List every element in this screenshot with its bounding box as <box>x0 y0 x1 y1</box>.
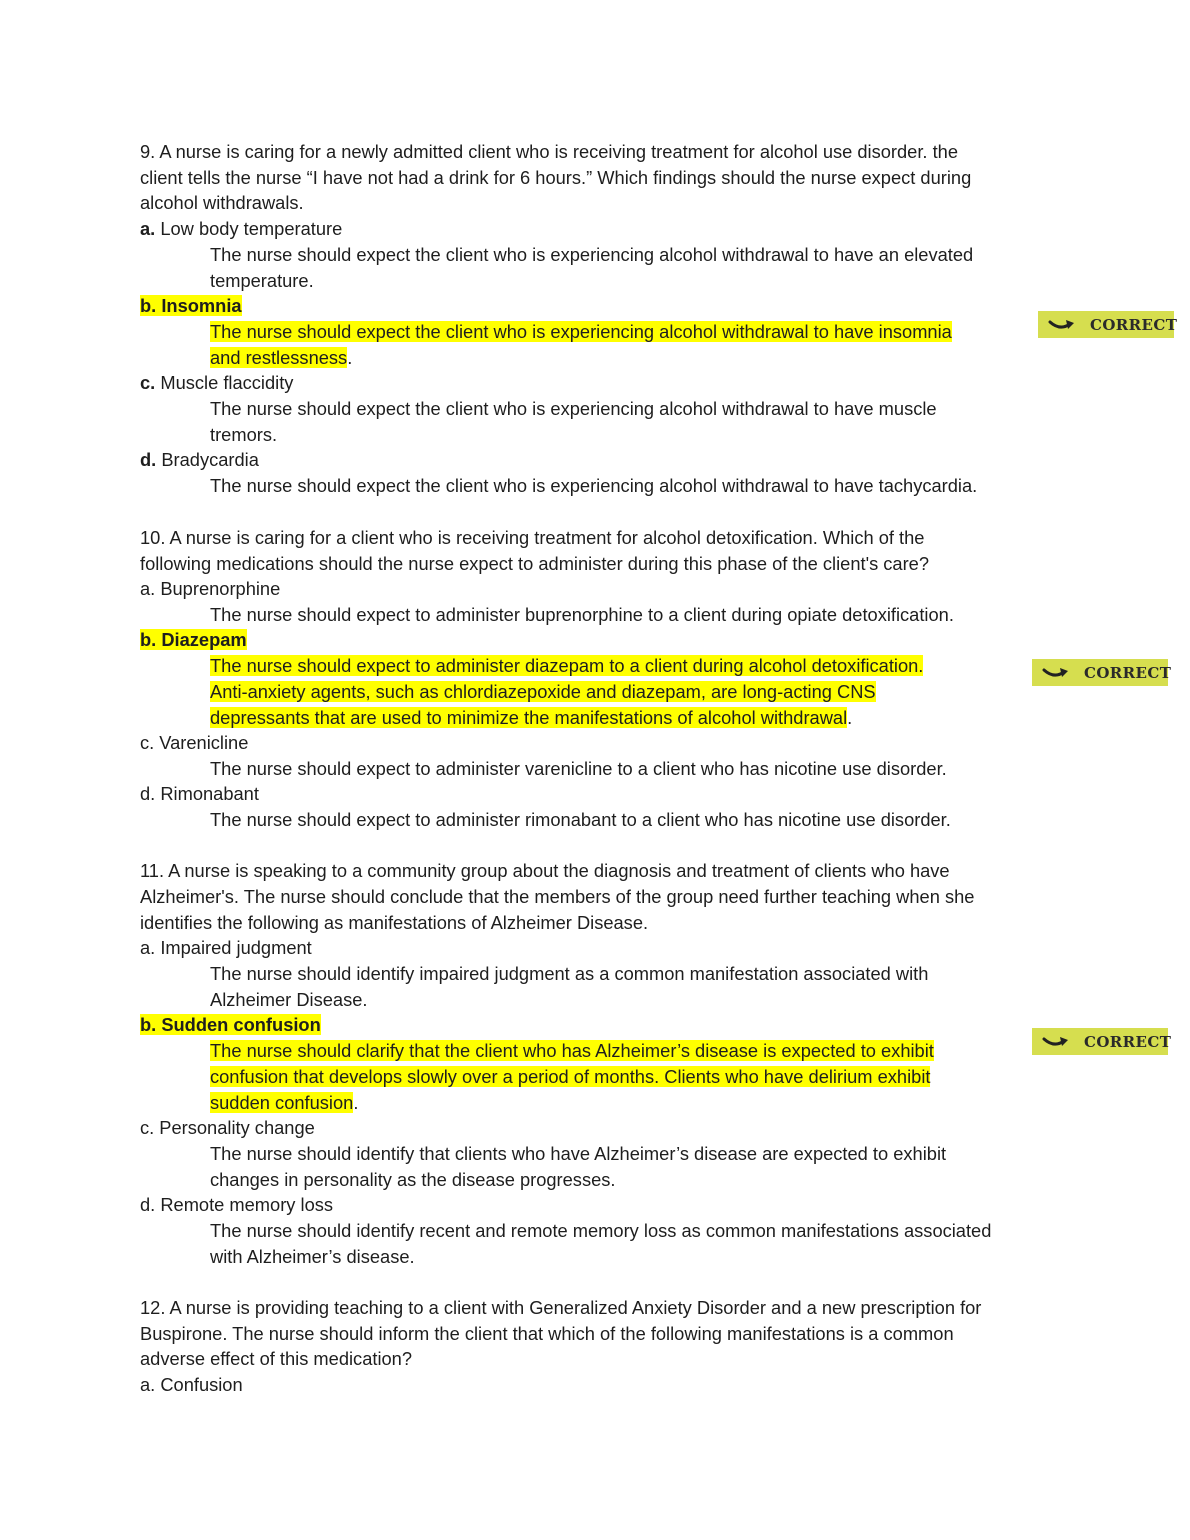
rationale: The nurse should identify that clients who have Alzheimer’s disease are expected to exhibit <box>210 1143 947 1164</box>
rationale: The nurse should expect the client who is experiencing alcohol withdrawal to have muscle <box>210 398 937 419</box>
option-d: d. Rimonabant <box>140 783 259 804</box>
question-stem: alcohol withdrawals. <box>140 192 304 213</box>
option-a: a. Confusion <box>140 1374 243 1395</box>
curved-arrow-icon <box>1048 318 1076 332</box>
question-stem: following medications should the nurse expect to administer during this phase of the client's care? <box>140 553 930 574</box>
rationale: The nurse should expect the client who is experiencing alcohol withdrawal to have tachycardia. <box>210 475 978 496</box>
rationale-correct: Anti-anxiety agents, such as chlordiazepoxide and diazepam, are long-acting CNS <box>210 681 876 702</box>
rationale: The nurse should expect the client who is experiencing alcohol withdrawal to have an elevated <box>210 244 974 265</box>
rationale: with Alzheimer’s disease. <box>210 1246 415 1267</box>
question-stem: 10. A nurse is caring for a client who is receiving treatment for alcohol detoxification. Which of the <box>140 527 925 548</box>
rationale: The nurse should expect to administer varenicline to a client who has nicotine use disorder. <box>210 758 947 779</box>
question-stem: Alzheimer's. The nurse should conclude that the members of the group need further teaching when she <box>140 886 975 907</box>
question-stem: Buspirone. The nurse should inform the client that which of the following manifestations is a common <box>140 1323 954 1344</box>
rationale: temperature. <box>210 270 314 291</box>
correct-badge: CORRECT <box>1032 659 1168 686</box>
question-stem: 9. A nurse is caring for a newly admitted client who is receiving treatment for alcohol use disorder. the <box>140 141 958 162</box>
option-c: c. Personality change <box>140 1117 315 1138</box>
correct-badge: CORRECT <box>1032 1028 1168 1055</box>
rationale-correct: The nurse should expect the client who is experiencing alcohol withdrawal to have insomnia <box>210 321 952 342</box>
question-stem: client tells the nurse “I have not had a drink for 6 hours.” Which findings should the nurse expect during <box>140 167 972 188</box>
question-stem: identifies the following as manifestations of Alzheimer Disease. <box>140 912 649 933</box>
rationale: The nurse should expect to administer rimonabant to a client who has nicotine use disorder. <box>210 809 951 830</box>
rationale: tremors. <box>210 424 278 445</box>
option-c: c. Muscle flaccidity <box>140 372 294 393</box>
rationale-correct: and restlessness. <box>210 347 353 368</box>
option-a: a. Low body temperature <box>140 218 343 239</box>
option-d: d. Bradycardia <box>140 449 259 470</box>
rationale-correct: depressants that are used to minimize the manifestations of alcohol withdrawal. <box>210 707 853 728</box>
rationale-correct: The nurse should clarify that the client who has Alzheimer’s disease is expected to exhibit <box>210 1040 934 1061</box>
option-b-correct: b. Insomnia <box>140 295 242 316</box>
question-stem: 11. A nurse is speaking to a community group about the diagnosis and treatment of clients who have <box>140 860 950 881</box>
curved-arrow-icon <box>1042 1035 1070 1049</box>
rationale: Alzheimer Disease. <box>210 989 368 1010</box>
rationale-correct: sudden confusion. <box>210 1092 359 1113</box>
option-d: d. Remote memory loss <box>140 1194 334 1215</box>
correct-badge: CORRECT <box>1038 311 1174 338</box>
option-b-correct: b. Diazepam <box>140 629 247 650</box>
question-stem: 12. A nurse is providing teaching to a client with Generalized Anxiety Disorder and a new prescription for <box>140 1297 982 1318</box>
option-c: c. Varenicline <box>140 732 249 753</box>
rationale: The nurse should identify recent and remote memory loss as common manifestations associated <box>210 1220 992 1241</box>
question-stem: adverse effect of this medication? <box>140 1348 413 1369</box>
curved-arrow-icon <box>1042 666 1070 680</box>
option-a: a. Buprenorphine <box>140 578 281 599</box>
rationale: The nurse should expect to administer buprenorphine to a client during opiate detoxification. <box>210 604 954 625</box>
rationale: The nurse should identify impaired judgment as a common manifestation associated with <box>210 963 929 984</box>
rationale-correct: The nurse should expect to administer diazepam to a client during alcohol detoxification. <box>210 655 924 676</box>
rationale-correct: confusion that develops slowly over a period of months. Clients who have delirium exhibit <box>210 1066 931 1087</box>
option-b-correct: b. Sudden confusion <box>140 1014 321 1035</box>
option-a: a. Impaired judgment <box>140 937 312 958</box>
rationale: changes in personality as the disease progresses. <box>210 1169 616 1190</box>
